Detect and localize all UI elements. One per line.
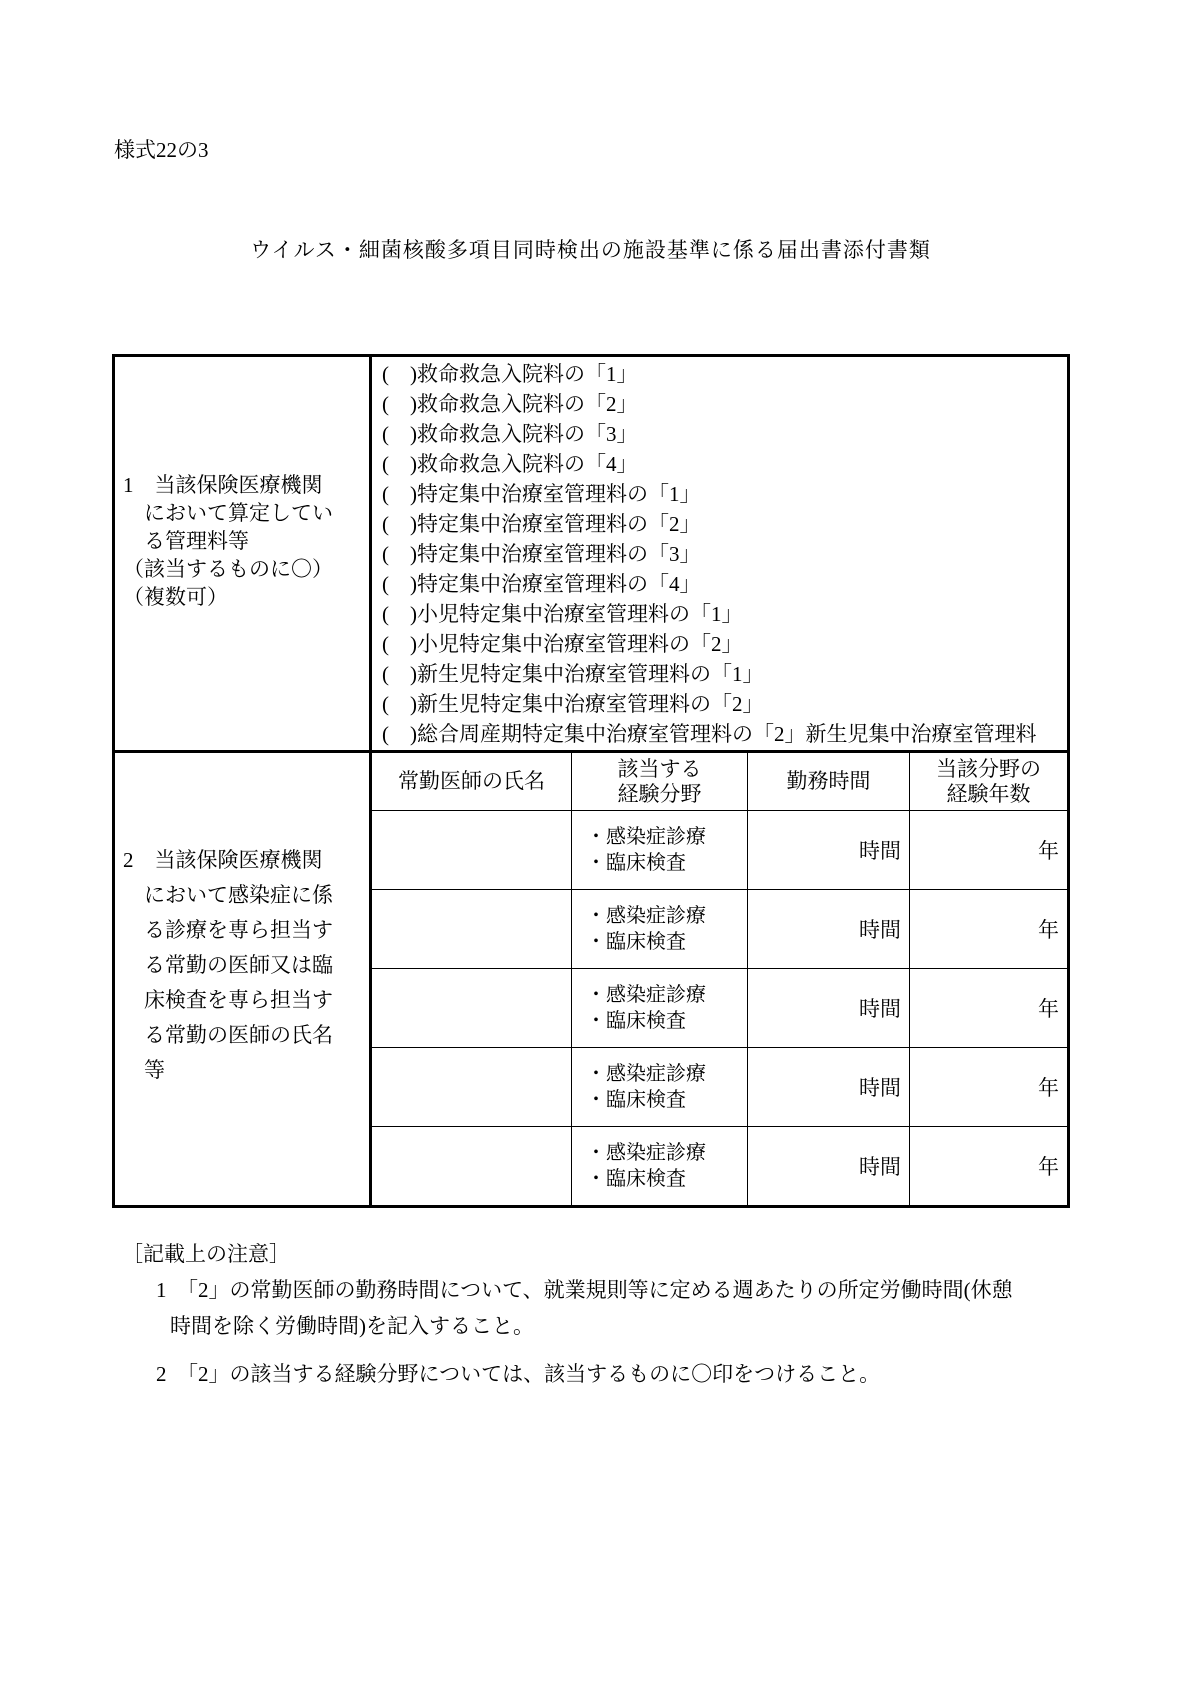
section-2	[115, 753, 1067, 1205]
experience-field-cell	[571, 811, 747, 889]
experience-years-cell	[909, 890, 1067, 968]
fee-option-item: ( )総合周産期特定集中治療室管理料の「2」新生児集中治療室管理料	[382, 722, 1037, 746]
doctor-table	[372, 753, 1067, 1205]
experience-field-cell	[571, 890, 747, 968]
doctor-name-cell	[372, 890, 571, 968]
experience-option: ・臨床検査	[586, 1010, 686, 1032]
note-line: 時間を除く労働時間)を記入すること。	[170, 1314, 534, 1338]
section1-label-line: （複数可）	[123, 585, 228, 609]
col-header-text: 経験年数	[946, 781, 1031, 806]
section1-options	[372, 357, 1067, 750]
section1-label	[115, 357, 372, 750]
hours-unit-label: 時間	[859, 839, 901, 863]
experience-option: ・臨床検査	[586, 852, 686, 874]
fee-option-item: ( )特定集中治療室管理料の「4」	[382, 572, 701, 596]
section1-label-line: 1 当該保険医療機関	[123, 473, 323, 497]
doctor-row	[372, 810, 1067, 889]
fee-option-item: ( )特定集中治療室管理料の「1」	[382, 482, 701, 506]
doctor-row	[372, 1126, 1067, 1205]
fee-option-item: ( )新生児特定集中治療室管理料の「1」	[382, 662, 764, 686]
hours-unit-label: 時間	[859, 997, 901, 1021]
col-header-experience-field	[571, 753, 747, 810]
doctor-table-header	[372, 753, 1067, 810]
section1-label-line: において算定してい	[123, 501, 333, 525]
working-hours-cell	[747, 890, 909, 968]
doctor-row	[372, 1047, 1067, 1126]
section2-label-line: る常勤の医師の氏名	[123, 1023, 333, 1047]
doctor-name-cell	[372, 1048, 571, 1126]
fee-option-item: ( )救命救急入院料の「4」	[382, 452, 638, 476]
fee-option-item: ( )新生児特定集中治療室管理料の「2」	[382, 692, 764, 716]
section2-label-line: 等	[123, 1058, 165, 1082]
doctor-name-cell	[372, 811, 571, 889]
working-hours-cell	[747, 969, 909, 1047]
fee-option-item: ( )救命救急入院料の「3」	[382, 422, 638, 446]
experience-field-cell	[571, 969, 747, 1047]
form-number: 様式22の3	[114, 138, 209, 162]
hours-unit-label: 時間	[859, 1155, 901, 1179]
note-line: 1 「2」の常勤医師の勤務時間について、就業規則等に定める週あたりの所定労働時間(休憩	[156, 1278, 1013, 1302]
experience-option: ・臨床検査	[586, 931, 686, 953]
fee-option-item: ( )小児特定集中治療室管理料の「1」	[382, 602, 743, 626]
section2-label-line: る診療を専ら担当す	[123, 918, 333, 942]
note-line: 2 「2」の該当する経験分野については、該当するものに〇印をつけること。	[156, 1362, 881, 1386]
experience-years-cell	[909, 1127, 1067, 1205]
experience-years-cell	[909, 811, 1067, 889]
col-header-text: 該当する	[617, 756, 702, 781]
experience-option: ・臨床検査	[586, 1168, 686, 1190]
experience-years-cell	[909, 969, 1067, 1047]
section2-label	[115, 753, 372, 1205]
fee-option-item: ( )特定集中治療室管理料の「2」	[382, 512, 701, 536]
doctor-row	[372, 968, 1067, 1047]
hours-unit-label: 時間	[859, 918, 901, 942]
col-header-experience-years	[909, 753, 1067, 810]
years-unit-label: 年	[1038, 918, 1059, 942]
col-header-text: 勤務時間	[786, 769, 871, 793]
years-unit-label: 年	[1038, 839, 1059, 863]
section1-label-line: （該当するものに〇）	[123, 557, 333, 581]
col-header-working-hours	[747, 753, 909, 810]
col-header-text: 経験分野	[617, 781, 702, 806]
years-unit-label: 年	[1038, 997, 1059, 1021]
working-hours-cell	[747, 1127, 909, 1205]
experience-option: ・感染症診療	[586, 1142, 706, 1164]
fee-option-item: ( )特定集中治療室管理料の「3」	[382, 542, 701, 566]
experience-option: ・感染症診療	[586, 1063, 706, 1085]
fee-option-item: ( )小児特定集中治療室管理料の「2」	[382, 632, 743, 656]
section2-label-line: において感染症に係	[123, 883, 333, 907]
hours-unit-label: 時間	[859, 1076, 901, 1100]
section1-label-line: る管理料等	[123, 529, 249, 553]
experience-option: ・感染症診療	[586, 826, 706, 848]
section2-label-line: る常勤の医師又は臨	[123, 953, 333, 977]
working-hours-cell	[747, 1048, 909, 1126]
fee-option-item: ( )救命救急入院料の「1」	[382, 362, 638, 386]
experience-years-cell	[909, 1048, 1067, 1126]
col-header-text: 当該分野の	[936, 756, 1041, 781]
experience-field-cell	[571, 1048, 747, 1126]
section2-label-line: 2 当該保険医療機関	[123, 848, 323, 872]
section2-label-line: 床検査を専ら担当す	[123, 988, 333, 1012]
experience-option: ・感染症診療	[586, 905, 706, 927]
col-header-doctor-name	[372, 753, 571, 810]
section-1	[115, 357, 1067, 753]
years-unit-label: 年	[1038, 1076, 1059, 1100]
attachment-table	[112, 354, 1070, 1208]
experience-option: ・感染症診療	[586, 984, 706, 1006]
experience-field-cell	[571, 1127, 747, 1205]
doctor-row	[372, 889, 1067, 968]
fee-option-item: ( )救命救急入院料の「2」	[382, 392, 638, 416]
experience-option: ・臨床検査	[586, 1089, 686, 1111]
col-header-text: 常勤医師の氏名	[398, 769, 545, 793]
document-title: ウイルス・細菌核酸多項目同時検出の施設基準に係る届出書添付書類	[250, 238, 931, 262]
notes-section	[112, 1236, 1013, 1392]
doctor-name-cell	[372, 969, 571, 1047]
doctor-name-cell	[372, 1127, 571, 1205]
working-hours-cell	[747, 811, 909, 889]
years-unit-label: 年	[1038, 1155, 1059, 1179]
notes-heading: ［記載上の注意］	[122, 1242, 290, 1266]
